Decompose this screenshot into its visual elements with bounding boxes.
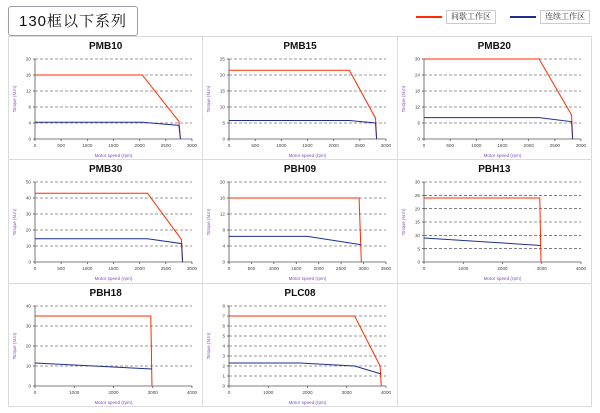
svg-text:0: 0 <box>222 136 226 142</box>
svg-text:0: 0 <box>33 389 37 395</box>
svg-text:2500: 2500 <box>336 266 347 272</box>
svg-text:18: 18 <box>414 88 420 94</box>
svg-text:Torque (N.m): Torque (N.m) <box>206 208 212 236</box>
svg-text:1: 1 <box>222 373 226 379</box>
svg-text:2000: 2000 <box>134 143 145 148</box>
svg-text:20: 20 <box>25 228 31 234</box>
svg-text:20: 20 <box>25 343 31 349</box>
chart-title: PLC08 <box>284 287 316 299</box>
svg-text:0: 0 <box>417 260 420 266</box>
svg-text:0: 0 <box>33 266 37 272</box>
svg-text:4000: 4000 <box>186 389 198 395</box>
chart-plot <box>398 53 589 159</box>
svg-text:0: 0 <box>417 136 420 142</box>
svg-text:Torque (N.m): Torque (N.m) <box>206 85 212 113</box>
svg-text:12: 12 <box>220 212 226 218</box>
svg-text:12: 12 <box>414 104 420 110</box>
svg-text:500: 500 <box>247 266 256 272</box>
svg-text:15: 15 <box>414 220 420 226</box>
svg-text:500: 500 <box>445 143 454 148</box>
svg-text:50: 50 <box>25 180 31 186</box>
svg-text:2500: 2500 <box>160 266 171 272</box>
svg-text:8: 8 <box>28 104 31 110</box>
svg-text:3000: 3000 <box>575 143 586 148</box>
svg-text:0: 0 <box>228 389 231 395</box>
legend-label-continuous: 连续工作区 <box>540 10 590 24</box>
svg-text:15: 15 <box>220 88 226 94</box>
svg-text:Motor speed (rpm): Motor speed (rpm) <box>288 153 327 158</box>
svg-text:4: 4 <box>28 120 31 126</box>
chart-plot <box>398 176 589 282</box>
svg-text:4000: 4000 <box>381 389 392 395</box>
chart-cell-pbh09 <box>203 160 397 283</box>
chart-plot <box>203 53 394 159</box>
svg-text:2000: 2000 <box>302 389 313 395</box>
chart-title: PMB20 <box>477 41 511 52</box>
chart-grid <box>8 36 592 407</box>
svg-text:2: 2 <box>222 363 226 369</box>
svg-text:500: 500 <box>57 143 66 148</box>
svg-text:6: 6 <box>222 323 226 329</box>
svg-text:Motor speed (rpm): Motor speed (rpm) <box>288 399 327 405</box>
svg-text:30: 30 <box>414 56 420 62</box>
svg-text:10: 10 <box>25 244 31 250</box>
svg-text:Torque (N.m): Torque (N.m) <box>206 332 212 360</box>
legend <box>416 10 590 24</box>
svg-text:4000: 4000 <box>575 266 586 272</box>
svg-text:0: 0 <box>28 136 31 142</box>
svg-text:0: 0 <box>422 143 425 148</box>
svg-text:Motor speed (rpm): Motor speed (rpm) <box>288 276 327 282</box>
svg-text:2000: 2000 <box>108 389 119 395</box>
svg-text:10: 10 <box>414 233 420 239</box>
svg-text:Motor speed (rpm): Motor speed (rpm) <box>94 399 133 405</box>
svg-text:6: 6 <box>417 120 420 126</box>
svg-text:Torque (N.m): Torque (N.m) <box>12 208 17 236</box>
legend-item-continuous <box>510 10 590 24</box>
svg-text:1000: 1000 <box>470 143 482 148</box>
svg-text:2500: 2500 <box>549 143 560 148</box>
svg-text:0: 0 <box>228 143 231 148</box>
svg-text:20: 20 <box>220 72 226 78</box>
svg-text:1000: 1000 <box>69 389 80 395</box>
svg-text:40: 40 <box>25 196 31 202</box>
svg-text:5: 5 <box>222 120 226 126</box>
chart-plot <box>9 176 200 282</box>
svg-text:3500: 3500 <box>381 266 392 272</box>
svg-text:8: 8 <box>222 303 226 309</box>
svg-text:1500: 1500 <box>497 143 508 148</box>
svg-text:0: 0 <box>228 266 231 272</box>
svg-text:4: 4 <box>222 343 226 349</box>
svg-text:0: 0 <box>28 260 31 266</box>
svg-text:16: 16 <box>25 72 31 78</box>
svg-text:3000: 3000 <box>186 266 198 272</box>
svg-text:8: 8 <box>222 228 226 234</box>
svg-text:20: 20 <box>414 206 420 212</box>
svg-text:3000: 3000 <box>147 389 158 395</box>
chart-plot <box>9 53 200 159</box>
svg-text:0: 0 <box>222 260 226 266</box>
chart-cell-pmb15 <box>203 37 397 160</box>
svg-text:7: 7 <box>222 313 226 319</box>
legend-item-intermittent <box>416 10 496 24</box>
chart-cell-pmb30 <box>9 160 203 283</box>
svg-text:1000: 1000 <box>269 266 280 272</box>
page-title: 130框以下系列 <box>8 6 138 36</box>
sheet-header <box>0 0 600 34</box>
chart-plot <box>9 300 200 406</box>
legend-swatch-intermittent <box>416 16 442 18</box>
svg-text:3: 3 <box>222 353 226 359</box>
chart-title: PMB30 <box>88 164 123 176</box>
legend-label-intermittent: 间歇工作区 <box>446 10 496 24</box>
svg-text:Motor speed (rpm): Motor speed (rpm) <box>483 153 522 158</box>
legend-swatch-continuous <box>510 16 536 18</box>
svg-text:1500: 1500 <box>108 143 119 148</box>
svg-text:1000: 1000 <box>82 143 93 148</box>
svg-text:0: 0 <box>28 383 31 389</box>
chart-title: PMB10 <box>88 41 123 52</box>
svg-text:2500: 2500 <box>355 143 366 148</box>
svg-text:1500: 1500 <box>302 143 313 148</box>
svg-text:0: 0 <box>422 266 425 272</box>
svg-text:24: 24 <box>414 72 420 78</box>
chart-plot <box>203 300 394 406</box>
svg-text:12: 12 <box>25 88 31 94</box>
svg-text:2000: 2000 <box>497 266 508 272</box>
svg-text:Torque (N.m): Torque (N.m) <box>12 332 17 360</box>
svg-text:Motor speed (rpm): Motor speed (rpm) <box>483 276 522 282</box>
svg-text:16: 16 <box>220 196 226 202</box>
svg-text:2000: 2000 <box>313 266 325 272</box>
svg-text:40: 40 <box>25 303 31 309</box>
chart-cell-pbh13 <box>398 160 592 283</box>
svg-text:500: 500 <box>57 266 66 272</box>
svg-text:Motor speed (rpm): Motor speed (rpm) <box>94 276 133 282</box>
chart-cell-plc08 <box>203 284 397 407</box>
svg-text:10: 10 <box>25 363 31 369</box>
svg-text:20: 20 <box>220 180 226 186</box>
svg-text:30: 30 <box>414 180 420 186</box>
svg-text:Torque (N.m): Torque (N.m) <box>400 208 406 236</box>
svg-text:Torque (N.m): Torque (N.m) <box>400 85 406 113</box>
svg-text:1500: 1500 <box>291 266 302 272</box>
svg-text:2000: 2000 <box>523 143 534 148</box>
svg-text:3000: 3000 <box>381 143 392 148</box>
svg-text:10: 10 <box>220 104 226 110</box>
svg-text:0: 0 <box>33 143 37 148</box>
svg-text:1000: 1000 <box>457 266 469 272</box>
svg-text:25: 25 <box>220 56 226 62</box>
chart-cell-pmb20 <box>398 37 592 160</box>
chart-cell-empty <box>398 284 592 407</box>
svg-text:4: 4 <box>222 244 226 250</box>
svg-text:30: 30 <box>25 323 31 329</box>
chart-title: PBH09 <box>283 164 317 176</box>
chart-title: PBH13 <box>478 164 511 176</box>
svg-text:500: 500 <box>251 143 260 148</box>
svg-text:1000: 1000 <box>263 389 274 395</box>
svg-text:25: 25 <box>414 193 420 199</box>
svg-text:5: 5 <box>417 246 420 252</box>
svg-text:5: 5 <box>222 333 226 339</box>
svg-text:3000: 3000 <box>186 143 198 148</box>
svg-text:3000: 3000 <box>358 266 370 272</box>
chart-plot <box>203 176 394 282</box>
svg-text:1000: 1000 <box>82 266 93 272</box>
svg-text:Motor speed (rpm): Motor speed (rpm) <box>94 153 133 158</box>
svg-text:1000: 1000 <box>276 143 287 148</box>
svg-text:2000: 2000 <box>134 266 145 272</box>
svg-text:Torque (N.m): Torque (N.m) <box>12 85 17 113</box>
chart-title: PMB15 <box>283 41 317 52</box>
svg-text:2500: 2500 <box>160 143 171 148</box>
chart-title: PBH18 <box>89 287 122 299</box>
svg-text:1500: 1500 <box>108 266 119 272</box>
chart-cell-pmb10 <box>9 37 203 160</box>
svg-text:3000: 3000 <box>341 389 353 395</box>
svg-text:20: 20 <box>25 56 31 62</box>
svg-text:2000: 2000 <box>328 143 340 148</box>
svg-text:30: 30 <box>25 212 31 218</box>
svg-text:3000: 3000 <box>536 266 547 272</box>
chart-cell-pbh18 <box>9 284 203 407</box>
svg-text:0: 0 <box>222 383 226 389</box>
